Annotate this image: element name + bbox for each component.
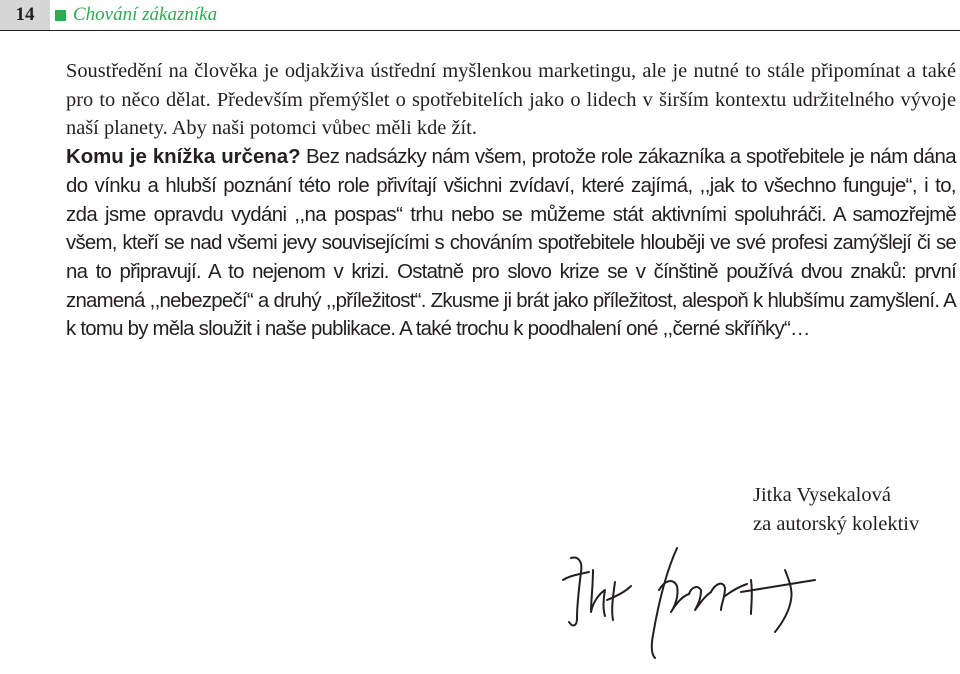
paragraph-intro: Soustředění na člověka je odjakživa ústřední myšlenkou marketingu, ale je nutné to stále připomínat a také pro to něco dělat. Především přemýšlet o spotřebitelích jako o lidech v širším kontextu udržitelného vývoje naší planety. Aby naši potomci vůbec měli kde žít. — [66, 60, 956, 140]
author-name: Jitka Vysekalová — [753, 484, 891, 506]
signature-image — [555, 540, 835, 665]
paragraph-heading: Komu je knížka určena? — [66, 146, 301, 169]
chapter-title: Chování zákazníka — [73, 4, 218, 25]
page-number: 14 — [0, 0, 50, 30]
paragraph-text: Bez nadsázky nám všem, protože role zákazníka a spotřebitele je nám dána do vínku a hlubší poznání této role přivítají všichni zvídaví, které zajímá, ,,jak to všechno funguje“, i to, zda jsme opravdu vydáni ,,na pospas“ trhu nebo se můžeme stát aktivními spoluhráči. — [66, 146, 956, 226]
paragraph-text-continued: A samozřejmě všem, kteří se nad všemi jevy souvisejícími s chováním spotřebitele hlouběji ve své profesi zamýšlejí či se na to připravují. A to nejenom v krizi. Ostatně pro slovo krize se v čínštině používá dvou znaků: první znamená ,,nebezpečí“ a druhý ,,příležitost“. Zkusme ji brát jako příležitost, alespoň k hlubšímu zamyšlení. A k tomu by měla sloužit i naše publikace. A také trochu k poodhalení oné ,,černé skříňky“… — [66, 203, 956, 341]
green-square-icon — [55, 10, 66, 21]
body-text — [66, 57, 956, 344]
page-header — [0, 0, 960, 31]
author-role: za autorský kolektiv — [753, 513, 920, 535]
paragraph-audience — [66, 143, 956, 344]
author-block — [753, 481, 919, 539]
